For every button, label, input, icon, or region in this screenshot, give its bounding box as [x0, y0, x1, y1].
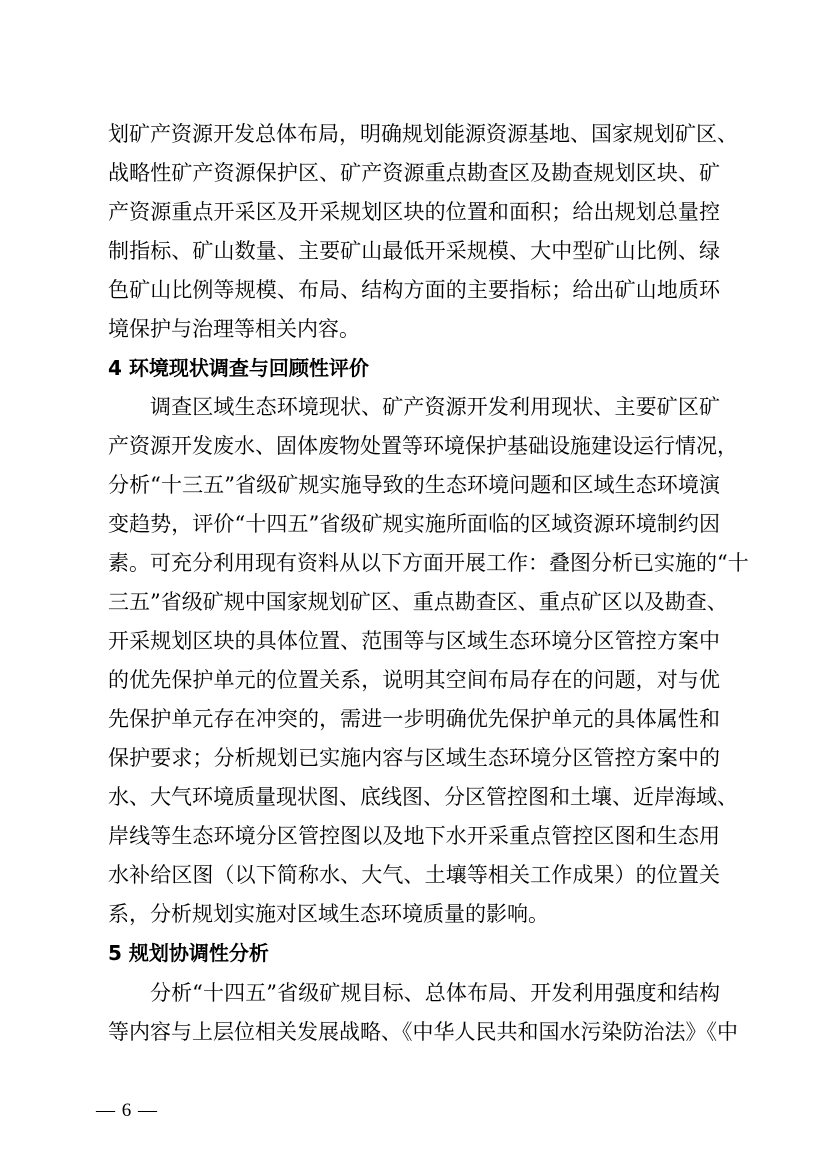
text-line: 分析“十四五”省级矿规目标、总体布局、开发利用强度和结构: [150, 981, 720, 1005]
text-line: 保护要求；分析规划已实施内容与区域生态环境分区管控方案中的: [108, 746, 720, 770]
text-line: 战略性矿产资源保护区、矿产资源重点勘查区及勘查规划区块、矿: [108, 161, 720, 185]
text-line: 等内容与上层位相关发展战略、《中华人民共和国水污染防治法》《中: [108, 1020, 738, 1044]
section-heading: 5 规划协调性分析: [108, 941, 269, 965]
text-line: 开采规划区块的具体位置、范围等与区域生态环境分区管控方案中: [108, 629, 720, 653]
text-line: 产资源开发废水、固体废物处置等环境保护基础设施建设运行情况，: [108, 434, 738, 458]
page-number: — 6 —: [96, 1100, 158, 1121]
text-line: 水、大气环境质量现状图、底线图、分区管控图和土壤、近岸海域、: [108, 785, 738, 809]
text-line: 境保护与治理等相关内容。: [108, 317, 360, 341]
text-line: 划矿产资源开发总体布局，明确规划能源资源基地、国家规划矿区、: [108, 122, 738, 146]
text-line: 系，分析规划实施对区域生态环境质量的影响。: [108, 902, 549, 926]
text-line: 素。可充分利用现有资料从以下方面开展工作：叠图分析已实施的“十: [108, 551, 749, 575]
text-line: 色矿山比例等规模、布局、结构方面的主要指标；给出矿山地质环: [108, 278, 720, 302]
text-line: 分析“十三五”省级矿规实施导致的生态环境问题和区域生态环境演: [108, 473, 720, 497]
text-line: 的优先保护单元的位置关系，说明其空间布局存在的问题，对与优: [108, 668, 720, 692]
text-line: 变趋势，评价“十四五”省级矿规实施所面临的区域资源环境制约因: [108, 512, 720, 536]
section-heading: 4 环境现状调查与回顾性评价: [108, 356, 369, 380]
text-line: 水补给区图（以下简称水、大气、土壤等相关工作成果）的位置关: [108, 863, 720, 887]
text-line: 先保护单元存在冲突的，需进一步明确优先保护单元的具体属性和: [108, 707, 720, 731]
text-line: 调查区域生态环境现状、矿产资源开发利用现状、主要矿区矿: [150, 395, 720, 419]
text-line: 制指标、矿山数量、主要矿山最低开采规模、大中型矿山比例、绿: [108, 239, 720, 263]
text-line: 产资源重点开采区及开采规划区块的位置和面积；给出规划总量控: [108, 200, 720, 224]
text-line: 三五”省级矿规中国家规划矿区、重点勘查区、重点矿区以及勘查、: [108, 590, 728, 614]
text-line: 岸线等生态环境分区管控图以及地下水开采重点管控区图和生态用: [108, 824, 720, 848]
